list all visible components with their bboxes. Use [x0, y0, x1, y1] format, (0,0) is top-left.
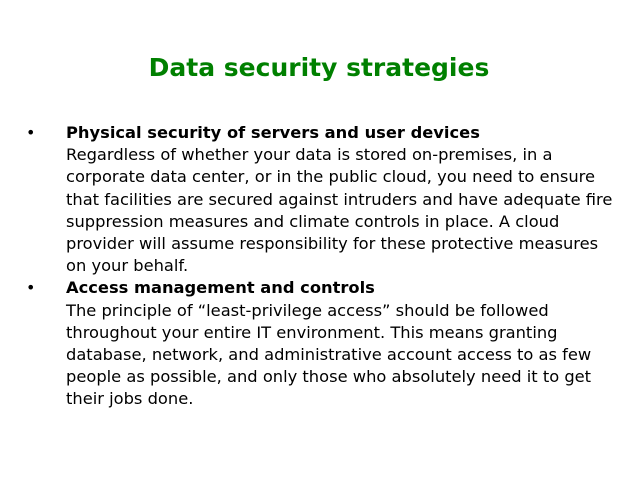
- bullet-heading: Physical security of servers and user devices: [66, 123, 480, 142]
- bullet-body: Regardless of whether your data is stored on-premises, in a corporate data center, or in the public cloud, you need to ensure that facilities are secured against intruders and have adequate fire suppression measures and climate controls in place. A cloud provider will assume responsibility for these protective measures on your behalf.: [66, 145, 613, 276]
- bullet-marker: •: [26, 278, 36, 298]
- bullet-list: [26, 122, 616, 411]
- bullet-marker: •: [26, 123, 36, 142]
- bullet-heading: Access management and controls: [66, 278, 375, 298]
- bullet-body: The principle of “least-privilege access” should be followed throughout your entire IT environment. This means granting database, network, and administrative account access to as few people as possible, and only those who absolutely need it to get their jobs done.: [66, 300, 592, 409]
- slide-title: Data security strategies: [148, 53, 490, 82]
- bullet-item-physical-security: [26, 122, 616, 277]
- bullet-item-access-management: [26, 277, 616, 410]
